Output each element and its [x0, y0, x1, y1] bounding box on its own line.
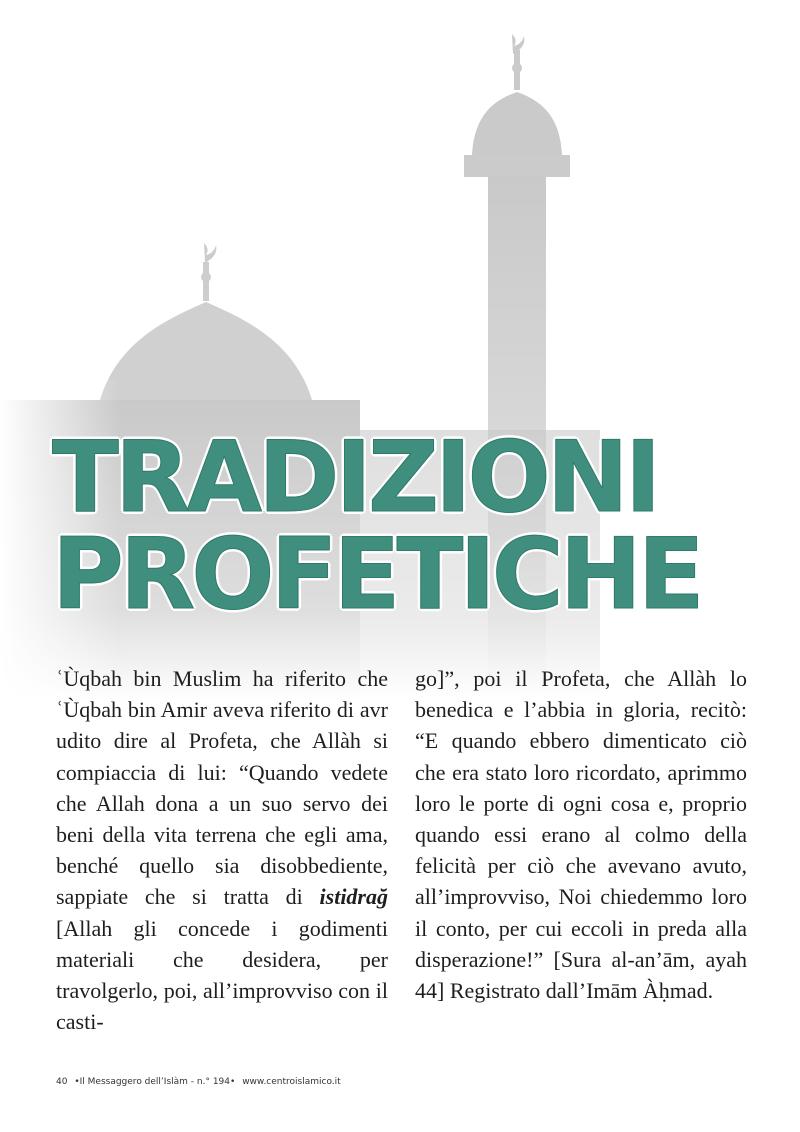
paragraph-right: go]”, poi il Profeta, che Allàh lo benedica e l’abbia in gloria, recitò: “E quando ebbero dimenticato ciò che era stato loro ricordato, aprimmo loro le porte di ogni cosa e, proprio quando essi erano al colmo della felicità per ciò che avevano avuto, all’improvviso, Noi chiedemmo loro il conto, per cui eccoli in preda alla disperazione!” [Sura al-an’ām, ayah 44] Registrato dall’Imām Àḥmad. [415, 666, 747, 1004]
magazine-name: •Il Messaggero dell’Islàm - n.° 194• [74, 1077, 236, 1087]
text-column-left [56, 663, 388, 1037]
page-footer [56, 1077, 345, 1087]
text-column-right [415, 663, 747, 1006]
left-text-part1: ʿÙqbah bin Muslim ha riferito che ʿÙqbah bin Amir aveva riferito di avr udito dire al Profeta, che Allàh si compiaccia di lui: “Quando vedete che Allah dona a un suo servo dei beni della vita terrena che egli ama, benché quello sia disobbediente, sappiate che si tratta di [56, 666, 388, 910]
paragraph-left [56, 663, 388, 1037]
article-title [52, 421, 701, 632]
left-text-part2: [Allah gli concede i godimenti materiali che desidera, per travolgerlo, poi, all’improvviso con il casti- [56, 915, 388, 1035]
title-line-2: PROFETICHE [52, 518, 701, 632]
title-line-1: TRADIZIONI [52, 421, 658, 535]
page-number: 40 [56, 1077, 68, 1087]
website-link[interactable]: www.centroislamico.it [242, 1077, 341, 1087]
term-istidrag: istidrağ [319, 884, 388, 910]
